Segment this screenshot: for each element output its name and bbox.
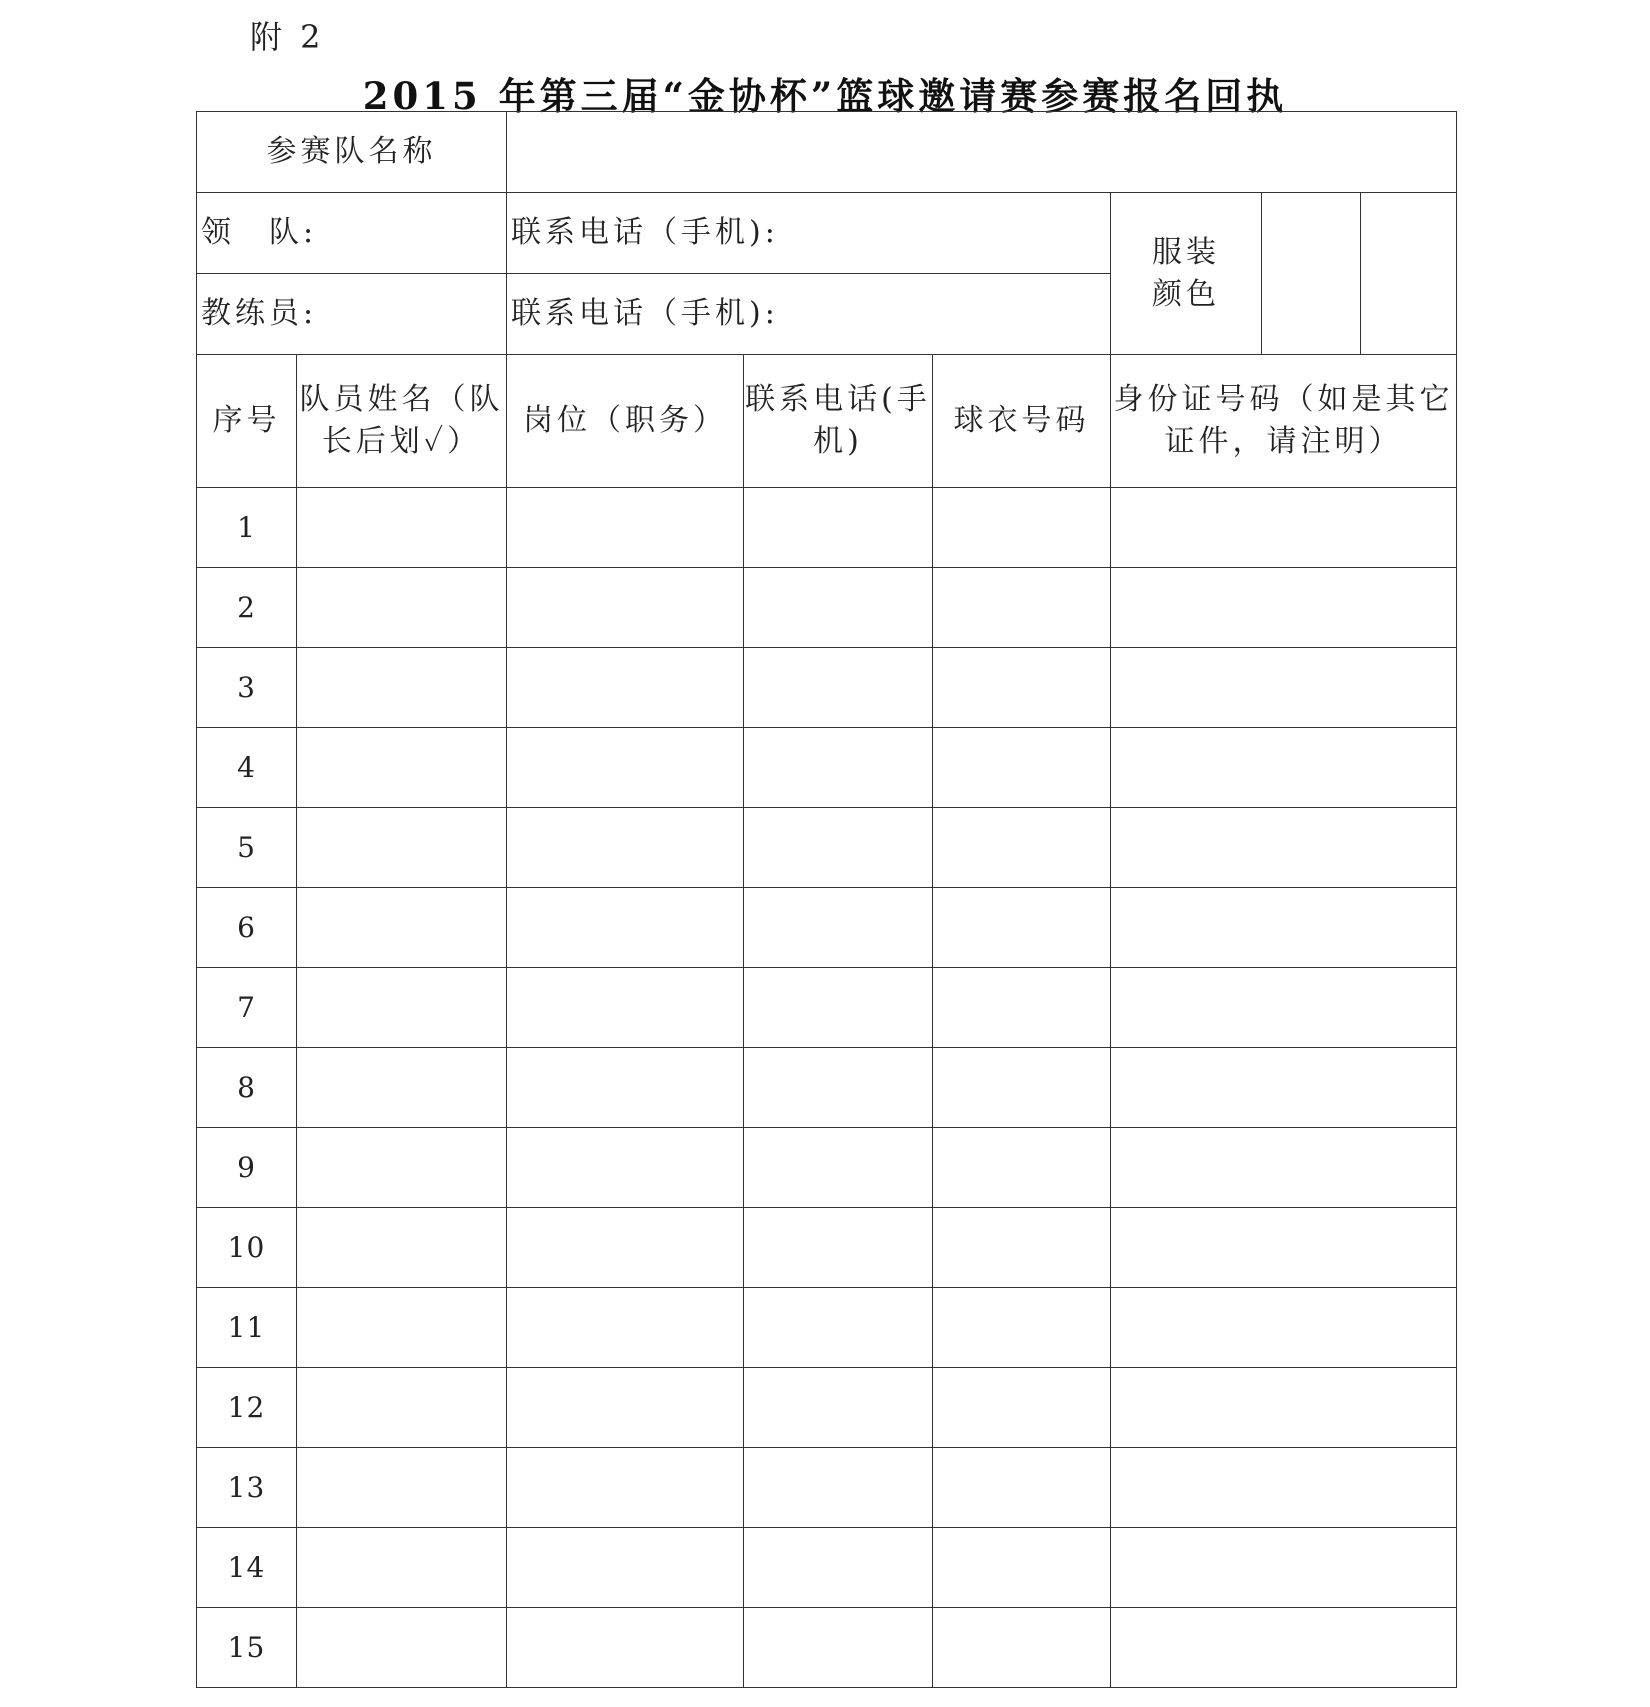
column-header-name: 队员姓名（队长后划✓）: [297, 355, 507, 488]
player-id-number-cell[interactable]: [1111, 728, 1457, 808]
player-name-cell[interactable]: [297, 488, 507, 568]
player-phone-cell[interactable]: [744, 968, 933, 1048]
player-jersey-cell[interactable]: [933, 1608, 1111, 1688]
player-name-cell[interactable]: [297, 1288, 507, 1368]
row-number: 6: [197, 888, 297, 968]
player-id-number-cell[interactable]: [1111, 1608, 1457, 1688]
player-row: [197, 1368, 1457, 1448]
player-row: [197, 1128, 1457, 1208]
player-name-cell[interactable]: [297, 1448, 507, 1528]
coach-label[interactable]: 教练员:: [197, 274, 507, 355]
player-position-cell[interactable]: [507, 1368, 744, 1448]
row-number: 8: [197, 1048, 297, 1128]
player-row: [197, 648, 1457, 728]
column-header-seq: 序号: [197, 355, 297, 488]
player-name-cell[interactable]: [297, 568, 507, 648]
leader-phone-label[interactable]: 联系电话（手机):: [507, 193, 1111, 274]
player-position-cell[interactable]: [507, 648, 744, 728]
player-id-number-cell[interactable]: [1111, 1368, 1457, 1448]
player-name-cell[interactable]: [297, 1048, 507, 1128]
player-jersey-cell[interactable]: [933, 1528, 1111, 1608]
player-rows: [197, 488, 1457, 1688]
column-header-jersey: 球衣号码: [933, 355, 1111, 488]
player-phone-cell[interactable]: [744, 1528, 933, 1608]
row-number: 1: [197, 488, 297, 568]
row-number: 14: [197, 1528, 297, 1608]
player-phone-cell[interactable]: [744, 568, 933, 648]
player-jersey-cell[interactable]: [933, 1048, 1111, 1128]
row-number: 7: [197, 968, 297, 1048]
player-jersey-cell[interactable]: [933, 568, 1111, 648]
player-row: [197, 968, 1457, 1048]
player-phone-cell[interactable]: [744, 808, 933, 888]
row-number: 11: [197, 1288, 297, 1368]
form-title: 2015 年第三届“金协杯”篮球邀请赛参赛报名回执: [362, 74, 1288, 118]
player-row: [197, 728, 1457, 808]
player-phone-cell[interactable]: [744, 488, 933, 568]
player-jersey-cell[interactable]: [933, 488, 1111, 568]
player-row: [197, 1208, 1457, 1288]
player-position-cell[interactable]: [507, 1608, 744, 1688]
player-name-cell[interactable]: [297, 888, 507, 968]
player-position-cell[interactable]: [507, 808, 744, 888]
player-name-cell[interactable]: [297, 1208, 507, 1288]
player-id-number-cell[interactable]: [1111, 1048, 1457, 1128]
player-jersey-cell[interactable]: [933, 1448, 1111, 1528]
column-header-position: 岗位（职务）: [507, 355, 744, 488]
leader-label[interactable]: 领 队:: [197, 193, 507, 274]
row-number: 15: [197, 1608, 297, 1688]
player-position-cell[interactable]: [507, 728, 744, 808]
player-phone-cell[interactable]: [744, 1448, 933, 1528]
player-phone-cell[interactable]: [744, 1608, 933, 1688]
player-phone-cell[interactable]: [744, 1288, 933, 1368]
player-id-number-cell[interactable]: [1111, 1208, 1457, 1288]
team-name-label: 参赛队名称: [197, 112, 507, 193]
player-phone-cell[interactable]: [744, 728, 933, 808]
team-name-input-cell[interactable]: [507, 112, 1457, 193]
player-position-cell[interactable]: [507, 1528, 744, 1608]
row-number: 12: [197, 1368, 297, 1448]
player-position-cell[interactable]: [507, 1208, 744, 1288]
player-row: [197, 1528, 1457, 1608]
player-id-number-cell[interactable]: [1111, 968, 1457, 1048]
player-name-cell[interactable]: [297, 1128, 507, 1208]
player-position-cell[interactable]: [507, 1288, 744, 1368]
player-jersey-cell[interactable]: [933, 728, 1111, 808]
player-phone-cell[interactable]: [744, 1048, 933, 1128]
row-number: 2: [197, 568, 297, 648]
uniform-color-cell-2[interactable]: [1361, 193, 1457, 355]
player-row: [197, 1448, 1457, 1528]
player-row: [197, 808, 1457, 888]
player-phone-cell[interactable]: [744, 888, 933, 968]
row-number: 5: [197, 808, 297, 888]
player-jersey-cell[interactable]: [933, 888, 1111, 968]
row-number: 10: [197, 1208, 297, 1288]
player-id-number-cell[interactable]: [1111, 808, 1457, 888]
row-number: 9: [197, 1128, 297, 1208]
player-position-cell[interactable]: [507, 1048, 744, 1128]
player-row: [197, 1288, 1457, 1368]
player-id-number-cell[interactable]: [1111, 1128, 1457, 1208]
player-name-cell[interactable]: [297, 1608, 507, 1688]
leader-row: [197, 193, 1457, 274]
player-jersey-cell[interactable]: [933, 968, 1111, 1048]
player-id-number-cell[interactable]: [1111, 888, 1457, 968]
player-id-number-cell[interactable]: [1111, 648, 1457, 728]
player-name-cell[interactable]: [297, 648, 507, 728]
attachment-label: 附 2: [250, 18, 325, 56]
player-phone-cell[interactable]: [744, 1208, 933, 1288]
player-position-cell[interactable]: [507, 1448, 744, 1528]
player-id-number-cell[interactable]: [1111, 1448, 1457, 1528]
player-row: [197, 888, 1457, 968]
player-name-cell[interactable]: [297, 728, 507, 808]
coach-phone-label[interactable]: 联系电话（手机):: [507, 274, 1111, 355]
player-row: [197, 568, 1457, 648]
player-position-cell[interactable]: [507, 488, 744, 568]
player-jersey-cell[interactable]: [933, 648, 1111, 728]
player-phone-cell[interactable]: [744, 1368, 933, 1448]
player-jersey-cell[interactable]: [933, 1288, 1111, 1368]
player-position-cell[interactable]: [507, 568, 744, 648]
player-phone-cell[interactable]: [744, 1128, 933, 1208]
column-header-id-number: 身份证号码（如是其它证件，请注明）: [1111, 355, 1457, 488]
column-header-phone: 联系电话(手机): [744, 355, 933, 488]
player-jersey-cell[interactable]: [933, 1208, 1111, 1288]
team-name-row: [197, 112, 1457, 193]
uniform-color-cell-1[interactable]: [1262, 193, 1361, 355]
player-id-number-cell[interactable]: [1111, 1528, 1457, 1608]
player-jersey-cell[interactable]: [933, 808, 1111, 888]
player-jersey-cell[interactable]: [933, 1128, 1111, 1208]
player-id-number-cell[interactable]: [1111, 488, 1457, 568]
player-row: [197, 1608, 1457, 1688]
player-id-number-cell[interactable]: [1111, 1288, 1457, 1368]
registration-form-table: [196, 111, 1457, 1688]
column-header-row: [197, 355, 1457, 488]
player-row: [197, 488, 1457, 568]
player-position-cell[interactable]: [507, 968, 744, 1048]
player-position-cell[interactable]: [507, 888, 744, 968]
player-name-cell[interactable]: [297, 808, 507, 888]
player-row: [197, 1048, 1457, 1128]
player-jersey-cell[interactable]: [933, 1368, 1111, 1448]
player-name-cell[interactable]: [297, 1528, 507, 1608]
player-id-number-cell[interactable]: [1111, 568, 1457, 648]
uniform-color-label: 服装 颜色: [1111, 193, 1262, 355]
row-number: 3: [197, 648, 297, 728]
player-name-cell[interactable]: [297, 1368, 507, 1448]
row-number: 4: [197, 728, 297, 808]
player-name-cell[interactable]: [297, 968, 507, 1048]
row-number: 13: [197, 1448, 297, 1528]
player-position-cell[interactable]: [507, 1128, 744, 1208]
player-phone-cell[interactable]: [744, 648, 933, 728]
